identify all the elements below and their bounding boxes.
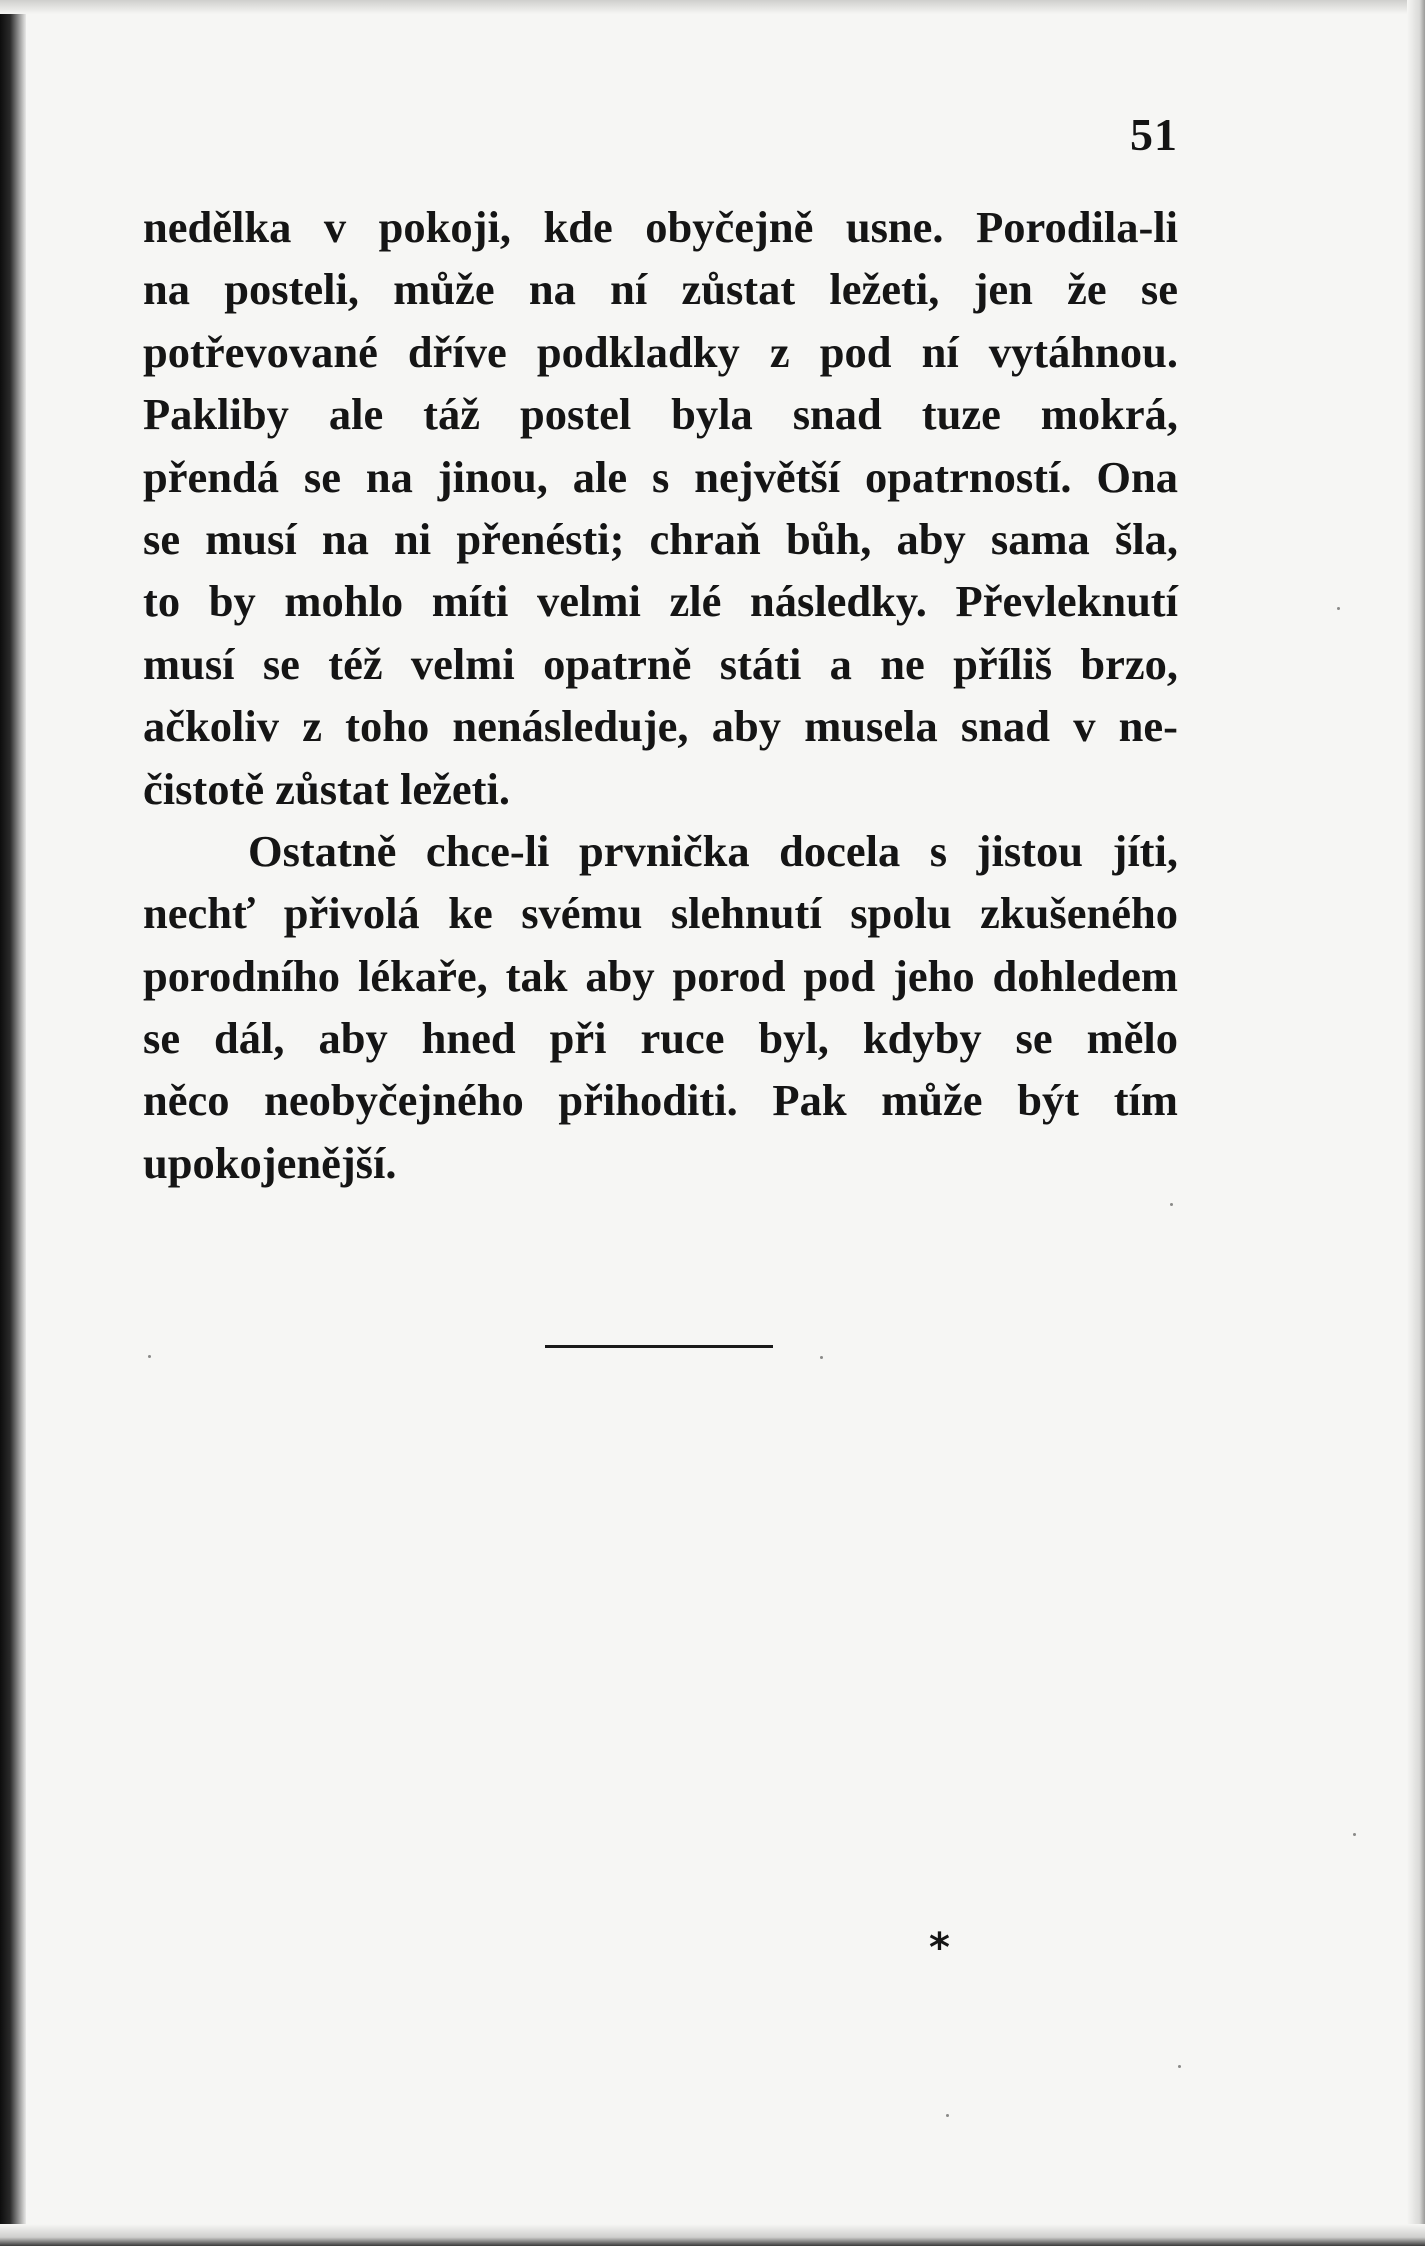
page-edge-top: [0, 0, 1425, 14]
paragraph-first-line: Ostatně chce-li prvnička docela s jistou jíti,: [248, 825, 1178, 876]
page-edge-right: [1407, 0, 1425, 2246]
page-number: 51: [1130, 109, 1178, 160]
text-line: něco neobyčejného přihoditi. Pak může být tím: [143, 1075, 1178, 1126]
asterisk-ornament: *: [929, 1925, 950, 1971]
paper-speck: [820, 1356, 823, 1359]
text-line: potřevované dříve podkladky z pod ní vytáhnou.: [143, 326, 1178, 377]
paper-speck: [1178, 2065, 1181, 2068]
text-line: na posteli, může na ní zůstat ležeti, jen že se: [143, 264, 1178, 315]
text-line: upokojenější.: [143, 1137, 397, 1188]
book-spine-shadow: [0, 0, 26, 2246]
text-line: se musí na ni přenésti; chraň bůh, aby sama šla,: [143, 513, 1178, 564]
paper-speck: [148, 1355, 151, 1358]
text-line: ačkoliv z toho nenásleduje, aby musela snad v ne-: [143, 701, 1178, 752]
text-line: musí se též velmi opatrně státi a ne příliš brzo,: [143, 638, 1178, 689]
text-line: Pakliby ale táž postel byla snad tuze mokrá,: [143, 389, 1178, 440]
section-divider-rule: [545, 1345, 773, 1348]
text-line: čistotě zůstat ležeti.: [143, 763, 510, 814]
text-line: to by mohlo míti velmi zlé následky. Převleknutí: [143, 576, 1178, 627]
text-line: přendá se na jinou, ale s největší opatrností. Ona: [143, 451, 1178, 502]
text-line: porodního lékaře, tak aby porod pod jeho dohledem: [143, 950, 1178, 1001]
body-text: [143, 196, 1178, 1194]
paper-speck: [1353, 1833, 1356, 1836]
paper-speck: [946, 2114, 949, 2117]
paper-speck: [1337, 607, 1340, 610]
text-line: nedělka v pokoji, kde obyčejně usne. Porodila-li: [143, 202, 1178, 252]
text-line: nechť přivolá ke svému slehnutí spolu zkušeného: [143, 888, 1178, 939]
page-edge-bottom: [0, 2224, 1425, 2246]
paper-speck: [1170, 1203, 1173, 1206]
text-line: se dál, aby hned při ruce byl, kdyby se mělo: [143, 1013, 1178, 1064]
